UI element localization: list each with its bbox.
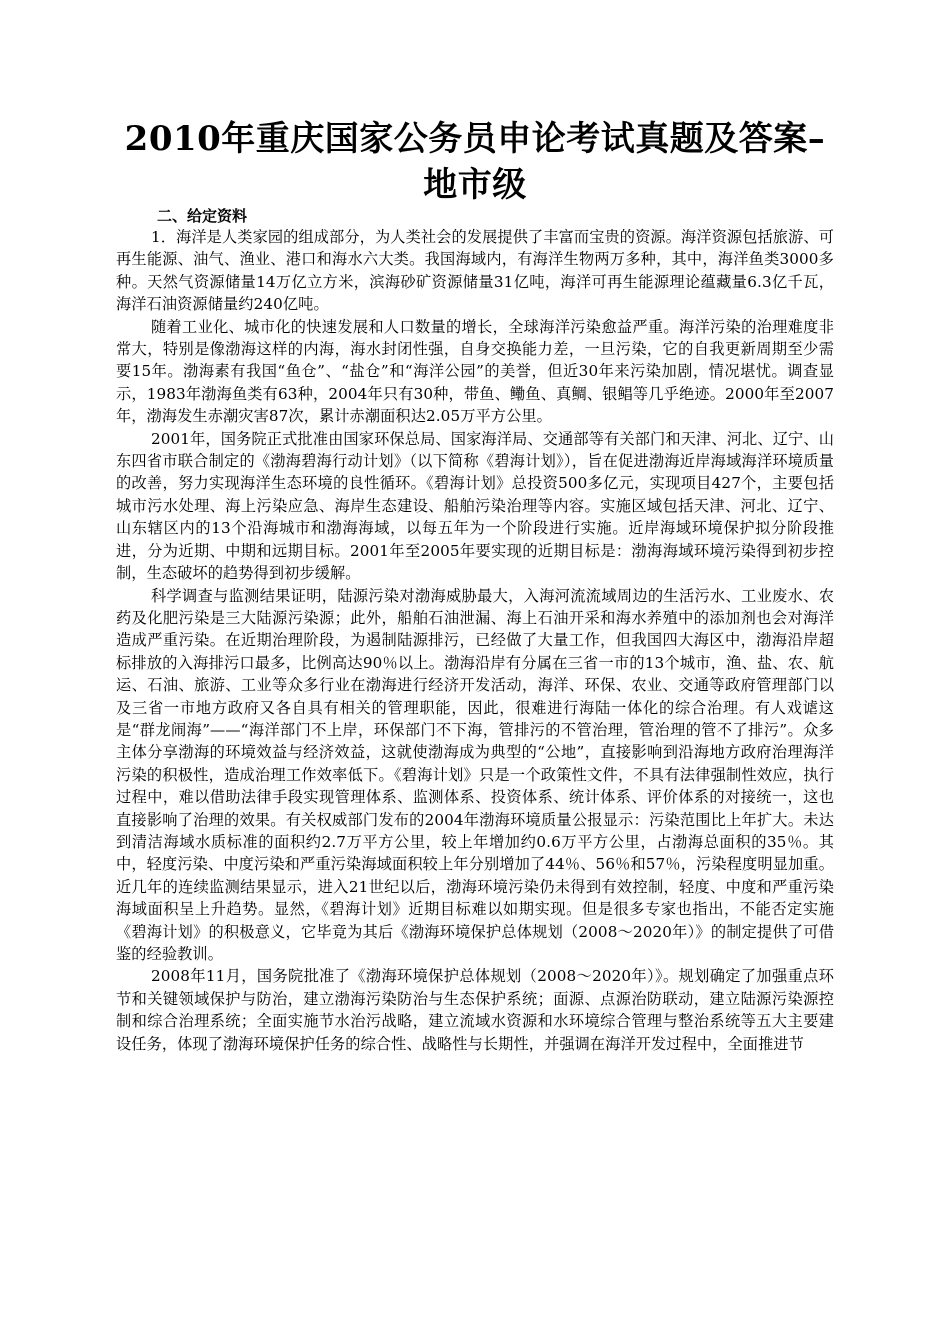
paragraph-1: 1．海洋是人类家园的组成部分，为人类社会的发展提供了丰富而宝贵的资源。海洋资源包括旅游、可再生能源、油气、渔业、港口和海水六大类。我国海域内，有海洋生物两万多种，其中，海洋鱼类3000多种。天然气资源储量14万亿立方米，滨海砂矿资源储量31亿吨，海洋可再生能源理论蕴藏量6.3亿千瓦，海洋石油资源储量约240亿吨。 bbox=[116, 228, 834, 314]
document-title: 2010年重庆国家公务员申论考试真题及答案–地市级 bbox=[124, 119, 826, 205]
section-heading: 二、给定资料 bbox=[157, 207, 248, 225]
paragraph-3: 2001年，国务院正式批准由国家环保总局、国家海洋局、交通部等有关部门和天津、河北、辽宁、山东四省市联合制定的《渤海碧海行动计划》（以下简称《碧海计划》），旨在促进渤海近岸海域海洋环境质量的改善，努力实现海洋生态环境的良性循环。《碧海计划》总投资500多亿元，实现项目427个，主要包括城市污水处理、海上污染应急、海岸生态建设、船舶污染治理等内容。实施区域包括天津、河北、辽宁、山东辖区内的13个沿海城市和渤海海域，以每五年为一个阶段进行实施。近岸海域环境保护拟分阶段推进，分为近期、中期和远期目标。2001年至2005年要实现的近期目标是：渤海海域环境污染得到初步控制，生态破坏的趋势得到初步缓解。 bbox=[116, 429, 834, 583]
document-body bbox=[116, 226, 834, 1055]
paragraph-5: 2008年11月，国务院批准了《渤海环境保护总体规划（2008～2020年）》。规划确定了加强重点环节和关键领域保护与防治，建立渤海污染防治与生态保护系统；面源、点源治防联动，建立陆源污染源控制和综合治理系统；全面实施节水治污战略，建立流域水资源和水环境综合管理与整治系统等五大主要建设任务，体现了渤海环境保护任务的综合性、战略性与长期性，并强调在海洋开发过程中，全面推进节 bbox=[116, 967, 834, 1053]
paragraph-2: 随着工业化、城市化的快速发展和人口数量的增长，全球海洋污染愈益严重。海洋污染的治理难度非常大，特别是像渤海这样的内海，海水封闭性强，自身交换能力差，一旦污染，它的自我更新周期至少需要15年。渤海素有我国“鱼仓”、“盐仓”和“海洋公园”的美誉，但近30年来污染加剧，情况堪忧。调查显示，1983年渤海鱼类有63种，2004年只有30种，带鱼、鳓鱼、真鲷、银鲳等几乎绝迹。2000年至2007年，渤海发生赤潮灾害87次，累计赤潮面积达2.05万平方公里。 bbox=[116, 317, 834, 426]
paragraph-4: 科学调查与监测结果证明，陆源污染对渤海威胁最大，入海河流流域周边的生活污水、工业废水、农药及化肥污染是三大陆源污染源；此外，船舶石油泄漏、海上石油开采和海水养殖中的添加剂也会对海洋造成严重污染。在近期治理阶段，为遏制陆源排污，已经做了大量工作，但我国四大海区中，渤海沿岸超标排放的入海排污口最多，比例高达90％以上。渤海沿岸有分属在三省一市的13个城市，渔、盐、农、航运、石油、旅游、工业等众多行业在渤海进行经济开发活动，海洋、环保、农业、交通等政府管理部门以及三省一市地方政府又各自具有相关的管理职能，因此，很难进行海陆一体化的综合治理。有人戏谑这是“群龙闹海”——“海洋部门不上岸，环保部门不下海，管排污的不管治理，管治理的管不了排污”。众多主体分享渤海的环境效益与经济效益，这就使渤海成为典型的“公地”，直接影响到沿海地方政府治理海洋污染的积极性，造成治理工作效率低下。《碧海计划》只是一个政策性文件，不具有法律强制性效应，执行过程中，难以借助法律手段实现管理体系、监测体系、投资体系、统计体系、评价体系的对接统一，这也直接影响了治理的效果。有关权威部门发布的2004年渤海环境质量公报显示：污染范围比上年扩大。未达到清洁海域水质标准的面积约2.7万平方公里，较上年增加约0.6万平方公里，占渤海总面积的35％。其中，轻度污染、中度污染和严重污染海域面积较上年分别增加了44％、56％和57％，污染程度明显加重。近几年的连续监测结果显示，进入21世纪以后，渤海环境污染仍未得到有效控制，轻度、中度和严重污染海域面积呈上升趋势。显然，《碧海计划》近期目标难以如期实现。但是很多专家也指出，不能否定实施《碧海计划》的积极意义，它毕竟为其后《渤海环境保护总体规划（2008～2020年）》的制定提供了可借鉴的经验教训。 bbox=[116, 586, 834, 963]
